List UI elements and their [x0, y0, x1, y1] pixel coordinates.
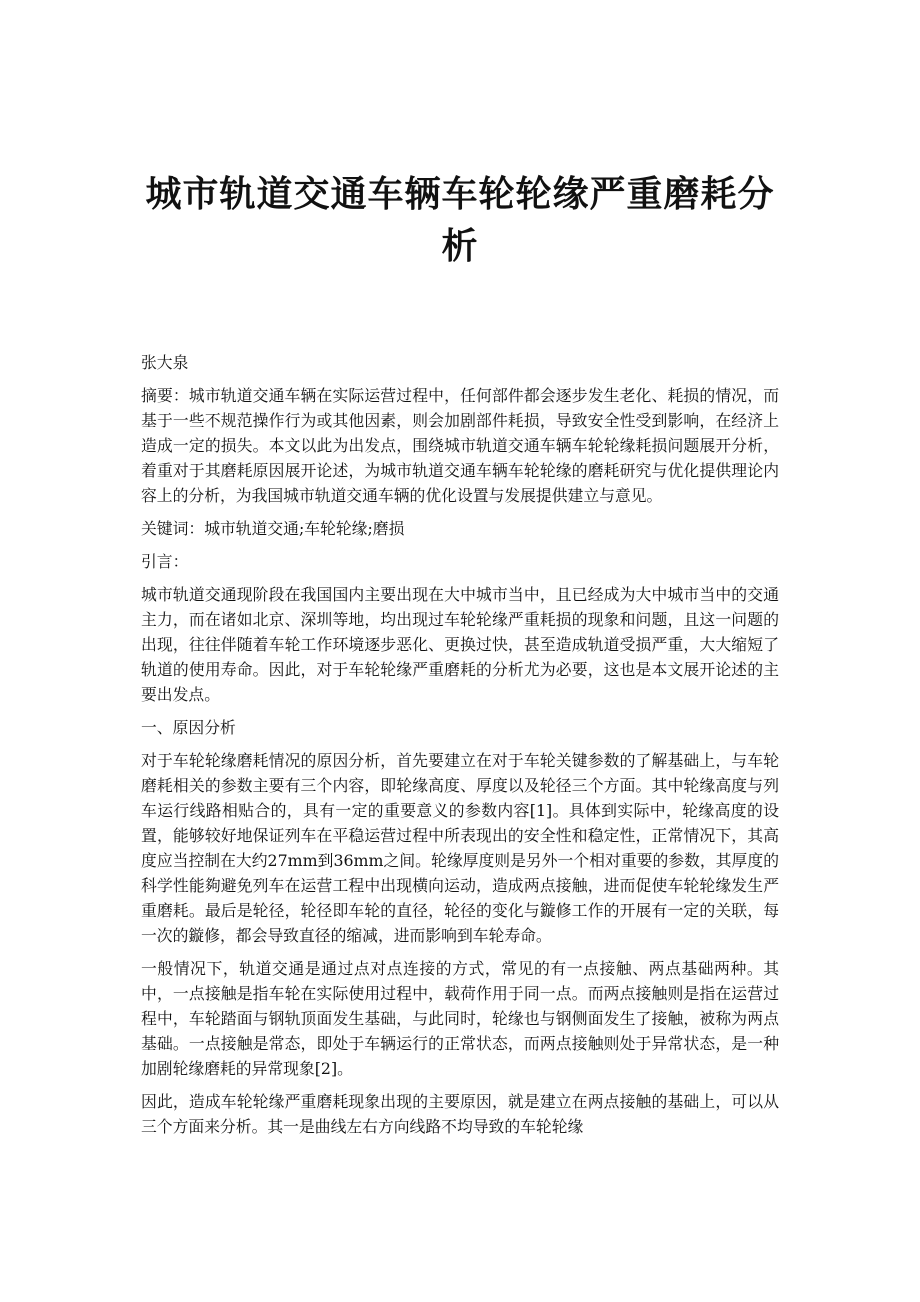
- body-paragraph: 对于车轮轮缘磨耗情况的原因分析，首先要建立在对于车轮关键参数的了解基础上，与车轮磨耗相关的参数主要有三个内容，即轮缘高度、厚度以及轮径三个方面。其中轮缘高度与列车运行线路相贴合的，具有一定的重要意义的参数内容[1]。具体到实际中，轮缘高度的设置，能够较好地保证列车在平稳运营过程中所表现出的安全性和稳定性，正常情况下，其高度应当控制在大约27mm到36mm之间。轮缘厚度则是另外一个相对重要的参数，其厚度的科学性能夠避免列车在运营工程中出现横向运动，造成两点接触，进而促使车轮轮缘发生严重磨耗。最后是轮径，轮径即车轮的直径，轮径的变化与鏇修工作的开展有一定的关联，每一次的鏇修，都会导致直径的缩减，进而影响到车轮寿命。: [141, 751, 779, 945]
- body-paragraph: 一般情况下，轨道交通是通过点对点连接的方式，常见的有一点接触、两点基础两种。其中，一点接触是指车轮在实际使用过程中，载荷作用于同一点。而两点接触则是指在运营过程中，车轮踏面与钢轨顶面发生基础，与此同时，轮缘也与钢侧面发生了接触，被称为两点基础。一点接触是常态，即处于车辆运行的正常状态，而两点接触则处于异常状态，是一种加剧轮缘磨耗的异常现象[2]。: [141, 959, 779, 1078]
- section-heading: 一、原因分析: [141, 718, 236, 737]
- body-paragraph: 因此，造成车轮轮缘严重磨耗现象出现的主要原因，就是建立在两点接触的基础上，可以从三个方面来分析。其一是曲线左右方向线路不均导致的车轮轮缘: [141, 1092, 779, 1136]
- author-name: 张大泉: [141, 353, 189, 372]
- document-title: 城市轨道交通车辆车轮轮缘严重磨耗分析: [145, 173, 775, 267]
- keywords-line: 关键词：城市轨道交通;车轮轮缘;磨损: [141, 519, 405, 538]
- intro-paragraph: 城市轨道交通现阶段在我国国内主要出现在大中城市当中，且已经成为大中城市当中的交通主力，而在诸如北京、深圳等地，均出现过车轮轮缘严重耗损的现象和问题，且这一问题的出现，往往伴随着车轮工作环境逐步恶化、更换过快，甚至造成轨道受损严重，大大缩短了轨道的使用寿命。因此，对于车轮轮缘严重磨耗的分析尤为必要，这也是本文展开论述的主要出发点。: [141, 585, 779, 704]
- document-body: [141, 350, 779, 1147]
- intro-heading: 引言：: [141, 552, 189, 571]
- abstract-paragraph: 摘要：城市轨道交通车辆在实际运营过程中，任何部件都会逐步发生老化、耗损的情况，而基于一些不规范操作行为或其他因素，则会加剧部件耗损，导致安全性受到影响，在经济上造成一定的损失。本文以此为出发点，围绕城市轨道交通车辆车轮轮缘耗损问题展开分析，着重对于其磨耗原因展开论述，为城市轨道交通车辆车轮轮缘的磨耗研究与优化提供理论内容上的分析，为我国城市轨道交通车辆的优化设置与发展提供建立与意见。: [141, 386, 779, 505]
